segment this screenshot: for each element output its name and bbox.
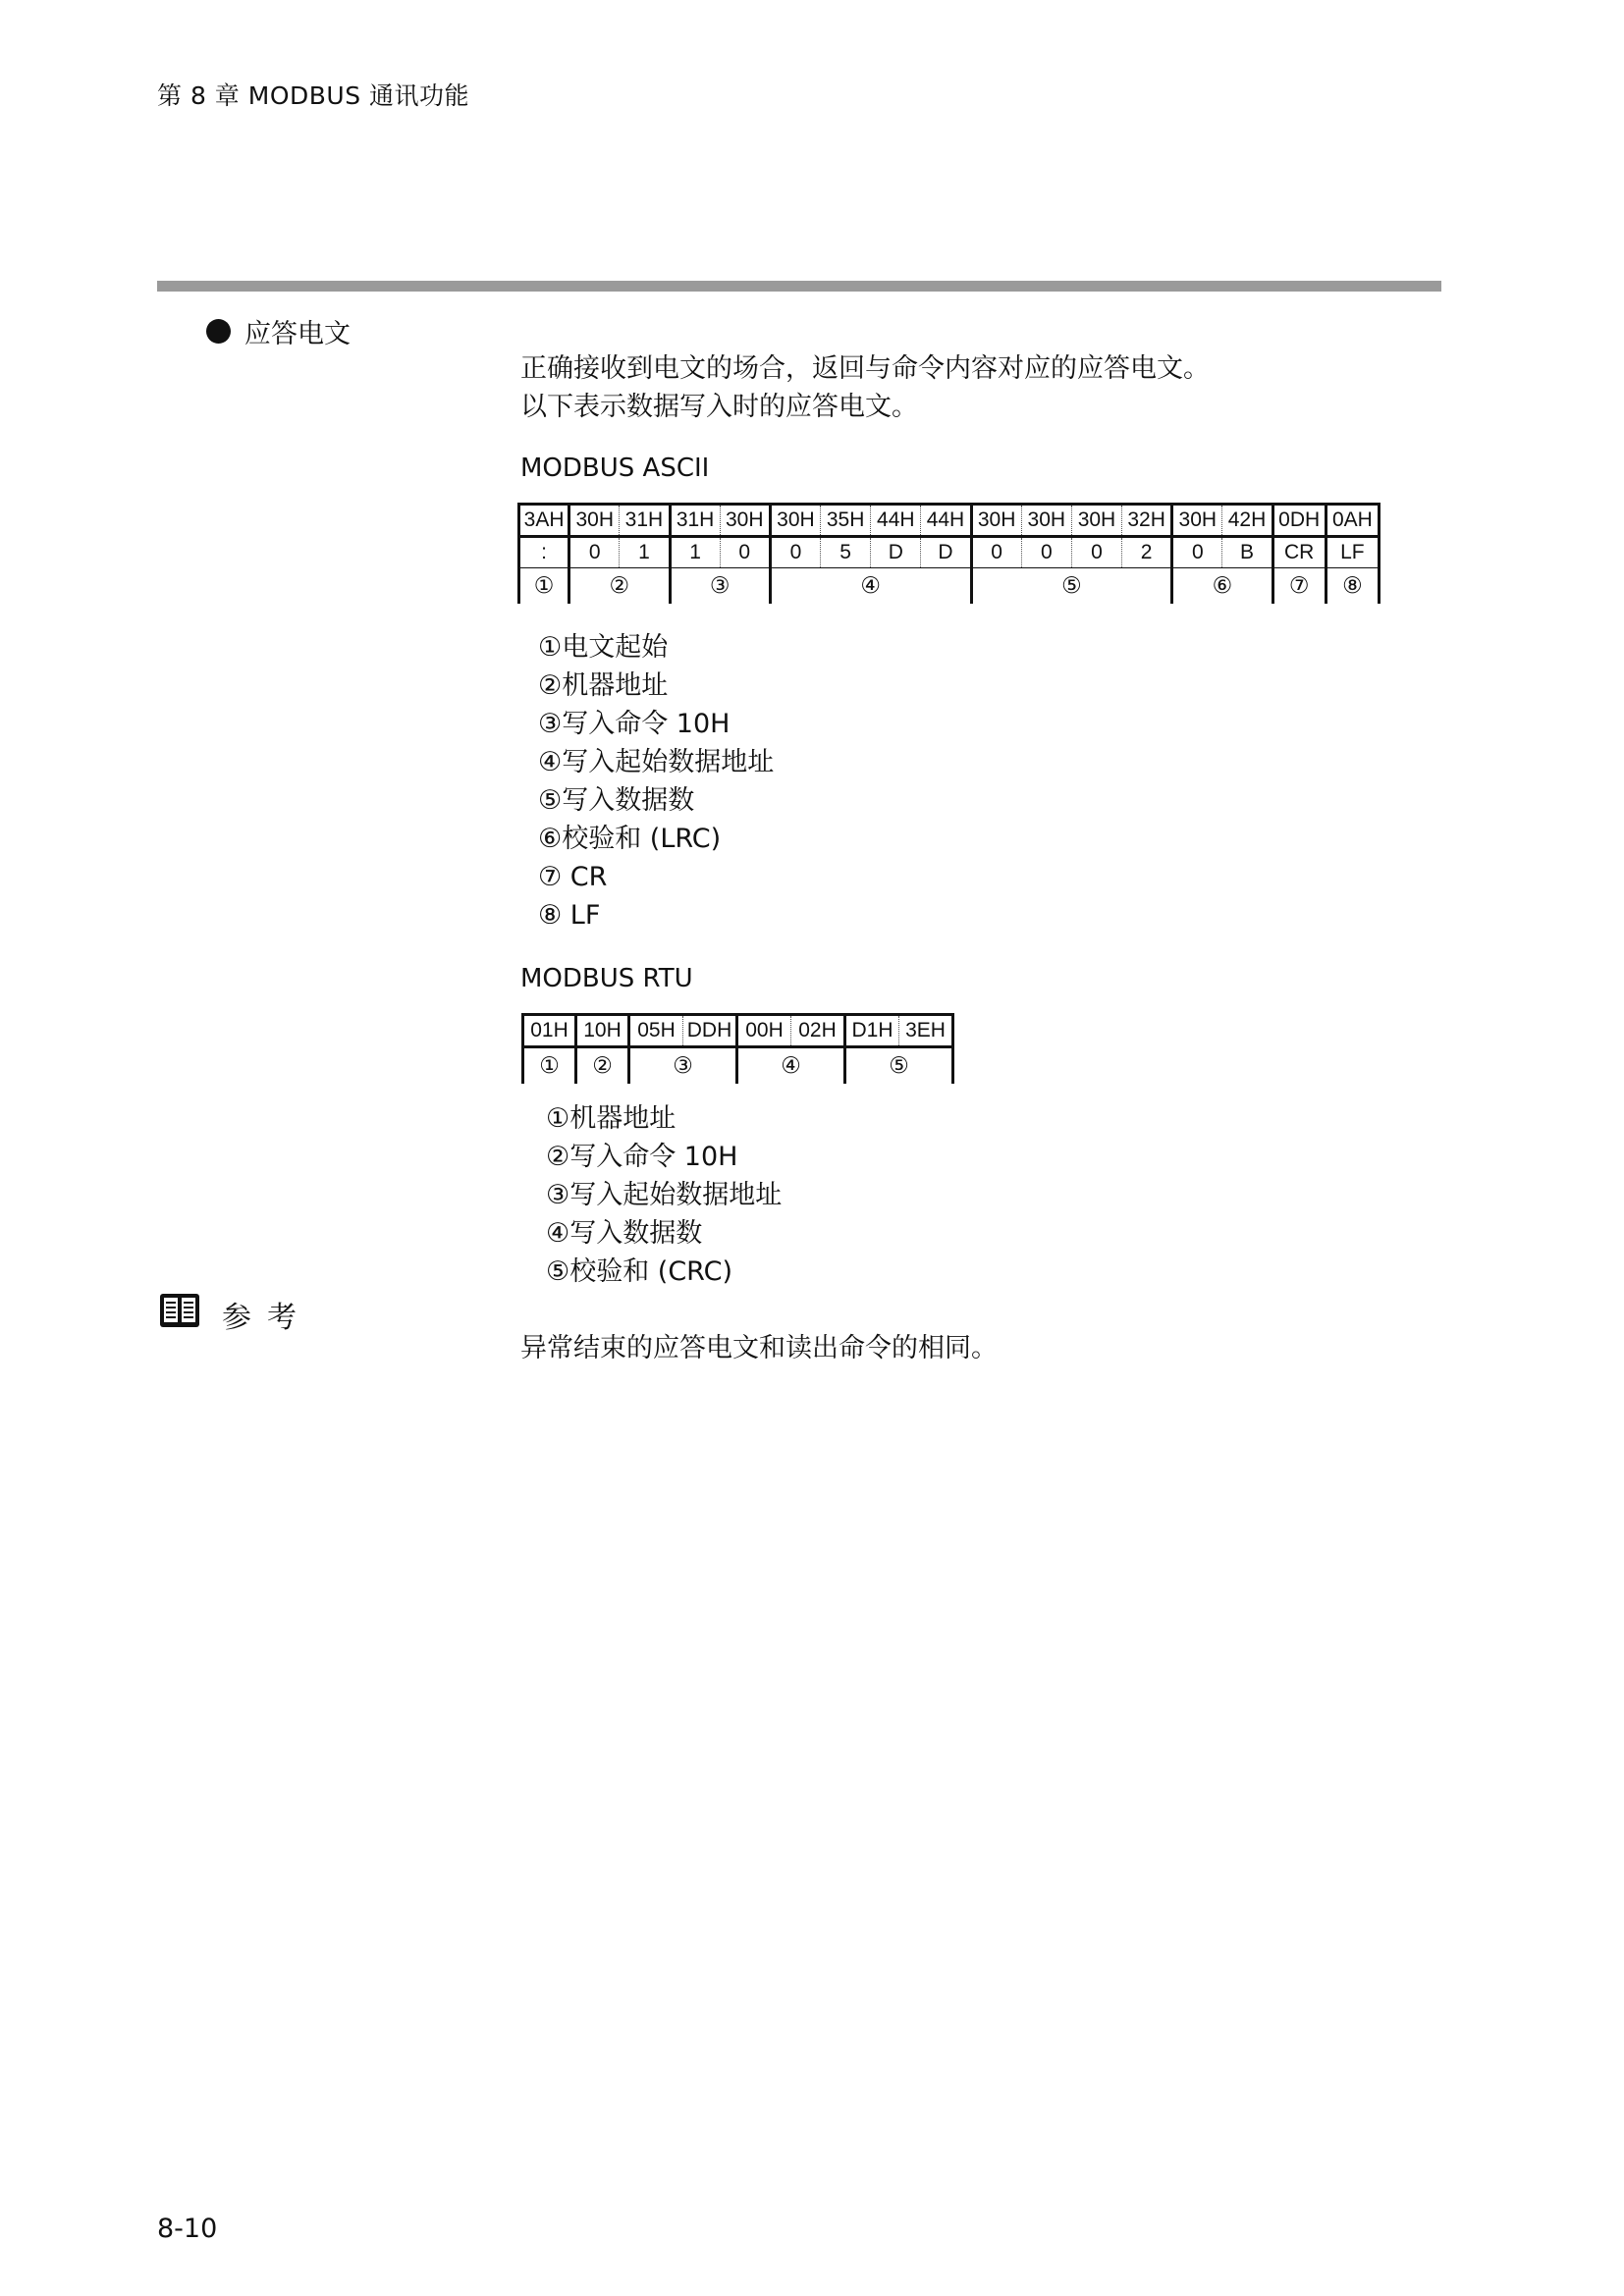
ascii-char-cell: 0 (569, 537, 620, 568)
ascii-field-number: ⑥ (1172, 568, 1272, 605)
ascii-hex-cell: 30H (971, 505, 1021, 537)
rtu-field-number: ④ (737, 1047, 845, 1085)
rtu-hex-cell: 01H (523, 1015, 576, 1047)
rtu-field-number: ① (523, 1047, 576, 1085)
chapter-header: 第 8 章 MODBUS 通讯功能 (157, 81, 470, 110)
rtu-hex-cell: 00H (737, 1015, 791, 1047)
ascii-hex-cell: 42H (1222, 505, 1272, 537)
rtu-hex-cell: 3EH (899, 1015, 953, 1047)
note-label: 参考 (222, 1301, 312, 1335)
book-icon (159, 1292, 200, 1337)
ascii-char-cell: LF (1326, 537, 1379, 568)
ascii-field-number: ② (569, 568, 670, 605)
legend-item: ①电文起始 (538, 632, 669, 663)
rtu-frame-diagram (521, 1013, 954, 1084)
ascii-label: MODBUS ASCII (520, 454, 710, 483)
ascii-char-cell: 1 (620, 537, 670, 568)
legend-item: ④写入起始数据地址 (538, 747, 775, 777)
intro-line-1: 正确接收到电文的场合，返回与命令内容对应的应答电文。 (520, 353, 1210, 384)
ascii-hex-cell: 3AH (519, 505, 569, 537)
ascii-char-cell: B (1222, 537, 1272, 568)
ascii-field-number: ① (519, 568, 569, 605)
ascii-field-number: ⑦ (1272, 568, 1326, 605)
legend-item: ③写入起始数据地址 (546, 1180, 783, 1210)
note-heading (159, 1292, 312, 1337)
rtu-legend (546, 1099, 782, 1291)
ascii-field-number: ③ (670, 568, 770, 605)
legend-item: ⑦ CR (538, 862, 608, 892)
legend-item: ①机器地址 (546, 1103, 677, 1134)
ascii-frame-diagram (517, 503, 1380, 604)
ascii-hex-cell: 30H (1021, 505, 1071, 537)
ascii-hex-cell: 31H (670, 505, 720, 537)
rtu-label: MODBUS RTU (520, 964, 693, 993)
ascii-char-cell: D (921, 537, 971, 568)
ascii-hex-cell: 0DH (1272, 505, 1326, 537)
bullet-icon (206, 319, 231, 344)
rtu-hex-cell: 02H (791, 1015, 845, 1047)
ascii-hex-cell: 44H (921, 505, 971, 537)
ascii-hex-cell: 30H (720, 505, 770, 537)
ascii-hex-cell: 30H (569, 505, 620, 537)
ascii-char-cell: 0 (971, 537, 1021, 568)
ascii-hex-cell: 30H (1071, 505, 1121, 537)
ascii-char-cell: 0 (1172, 537, 1222, 568)
ascii-hex-cell: 31H (620, 505, 670, 537)
rtu-hex-cell: 05H (629, 1015, 683, 1047)
ascii-field-number: ④ (770, 568, 971, 605)
ascii-field-number: ⑧ (1326, 568, 1379, 605)
rtu-hex-cell: D1H (845, 1015, 899, 1047)
header-rule (157, 281, 1441, 292)
ascii-field-number: ⑤ (971, 568, 1172, 605)
page-number: 8-10 (157, 2214, 218, 2244)
ascii-hex-cell: 30H (770, 505, 820, 537)
rtu-field-number: ③ (629, 1047, 737, 1085)
ascii-char-cell: 0 (770, 537, 820, 568)
rtu-hex-cell: 10H (576, 1015, 629, 1047)
rtu-field-number: ② (576, 1047, 629, 1085)
ascii-legend (538, 628, 774, 934)
ascii-hex-cell: 30H (1172, 505, 1222, 537)
legend-item: ②写入命令 10H (546, 1142, 738, 1172)
ascii-hex-cell: 35H (821, 505, 871, 537)
section-title-text: 应答电文 (244, 319, 351, 349)
legend-item: ⑧ LF (538, 900, 601, 931)
ascii-char-cell: 2 (1122, 537, 1172, 568)
ascii-char-cell: 0 (1071, 537, 1121, 568)
ascii-hex-cell: 0AH (1326, 505, 1379, 537)
ascii-char-cell: : (519, 537, 569, 568)
intro-line-2: 以下表示数据写入时的应答电文。 (520, 392, 918, 422)
ascii-char-cell: 0 (720, 537, 770, 568)
rtu-hex-cell: DDH (683, 1015, 737, 1047)
ascii-char-cell: 5 (821, 537, 871, 568)
ascii-char-cell: 0 (1021, 537, 1071, 568)
ascii-char-cell: 1 (670, 537, 720, 568)
section-title (206, 312, 351, 350)
legend-item: ②机器地址 (538, 670, 669, 701)
ascii-char-cell: D (871, 537, 921, 568)
ascii-char-cell: CR (1272, 537, 1326, 568)
legend-item: ⑤写入数据数 (538, 785, 695, 816)
ascii-hex-cell: 32H (1122, 505, 1172, 537)
legend-item: ⑥校验和 (LRC) (538, 824, 722, 854)
rtu-field-number: ⑤ (845, 1047, 953, 1085)
note-text: 异常结束的应答电文和读出命令的相同。 (520, 1333, 998, 1363)
legend-item: ③写入命令 10H (538, 709, 731, 739)
legend-item: ④写入数据数 (546, 1218, 703, 1249)
ascii-hex-cell: 44H (871, 505, 921, 537)
legend-item: ⑤校验和 (CRC) (546, 1256, 732, 1287)
